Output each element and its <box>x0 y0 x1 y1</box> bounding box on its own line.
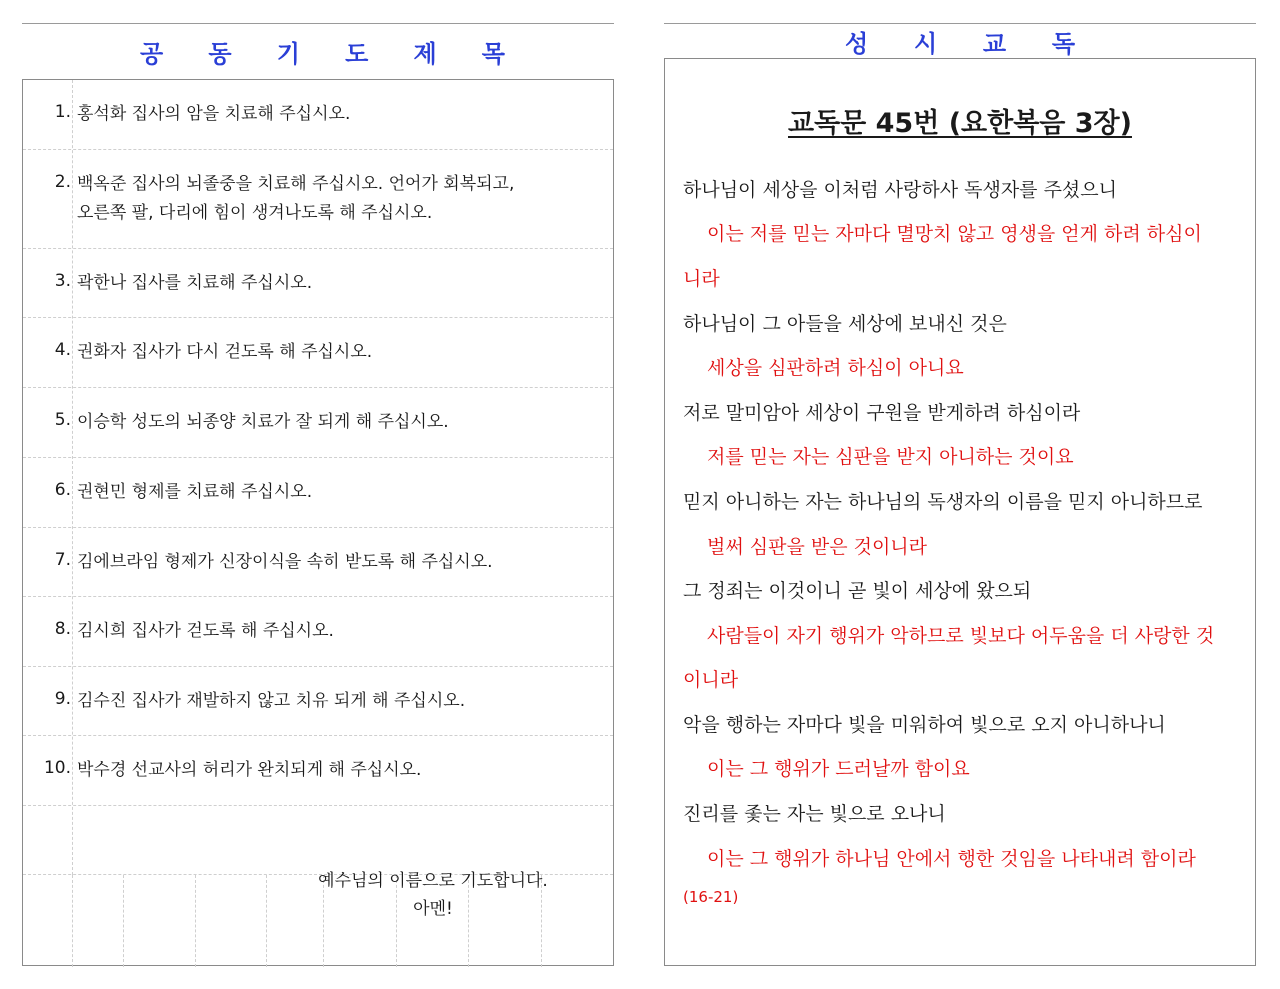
leader-line: 믿지 아니하는 자는 하나님의 독생자의 이름을 믿지 아니하므로 <box>683 491 1203 513</box>
prayer-item-number: 10. <box>43 758 71 778</box>
prayer-title-char: 제 <box>413 40 437 68</box>
closing-line: 예수님의 이름으로 기도합니다. <box>318 871 548 891</box>
closing-prayer <box>248 867 618 923</box>
response-line: 벌써 심판을 받은 것이니라 <box>707 536 928 558</box>
response-line: 이는 저를 믿는 자마다 멸망치 않고 영생을 얻게 하려 하심이 <box>707 223 1202 245</box>
prayer-item-text: 권화자 집사가 다시 걷도록 해 주십시오. <box>77 342 373 362</box>
prayer-item <box>23 736 613 806</box>
prayer-title-char: 공 <box>140 40 164 68</box>
prayer-title-char: 도 <box>345 40 369 68</box>
grid-divider <box>195 875 196 967</box>
prayer-item-text-continued: 오른쪽 팔, 다리에 힘이 생겨나도록 해 주십시오. <box>77 203 433 223</box>
prayer-item-number: 8. <box>54 619 71 639</box>
prayer-title-char: 동 <box>208 40 232 68</box>
prayer-title-char: 기 <box>276 40 300 68</box>
verse-reference: (16-21) <box>683 888 739 906</box>
grid-divider <box>123 875 124 967</box>
prayer-item <box>23 528 613 597</box>
left-top-rule <box>22 23 614 24</box>
prayer-item <box>23 249 613 318</box>
response-line: 세상을 심판하려 하심이 아니요 <box>707 357 964 379</box>
prayer-item <box>23 150 613 249</box>
prayer-item-number: 5. <box>54 410 71 430</box>
leader-line: 악을 행하는 자마다 빛을 미워하여 빛으로 오지 아니하나니 <box>683 714 1166 736</box>
prayer-item <box>23 80 613 150</box>
response-line: 저를 믿는 자는 심판을 받지 아니하는 것이요 <box>707 446 1074 468</box>
prayer-item-text: 박수경 선교사의 허리가 완치되게 해 주십시오. <box>77 760 422 780</box>
prayer-section-title <box>140 34 505 69</box>
leader-line: 저로 말미암아 세상이 구원을 받게하려 하심이라 <box>683 402 1081 424</box>
leader-line: 진리를 좇는 자는 빛으로 오나니 <box>683 803 946 825</box>
prayer-item <box>23 318 613 388</box>
prayer-item-number: 2. <box>54 172 71 192</box>
prayer-item-text: 권현민 형제를 치료해 주십시오. <box>77 482 313 502</box>
prayer-item-text: 김시희 집사가 걷도록 해 주십시오. <box>77 621 334 641</box>
prayer-item-number: 9. <box>54 689 71 709</box>
response-line: 사람들이 자기 행위가 악하므로 빛보다 어두움을 더 사랑한 것 <box>707 625 1215 647</box>
reading-heading: 교독문 45번 (요한복음 3장) <box>788 108 1132 139</box>
reading-box <box>664 58 1256 966</box>
prayer-item <box>23 458 613 528</box>
prayer-item <box>23 597 613 667</box>
grid-divider <box>72 875 73 967</box>
leader-line: 그 정죄는 이것이니 곧 빛이 세상에 왔으되 <box>683 580 1032 602</box>
prayer-item-text: 김에브라임 형제가 신장이식을 속히 받도록 해 주십시오. <box>77 552 493 572</box>
reading-section-title <box>845 24 1075 59</box>
amen-line: 아멘! <box>413 899 453 919</box>
prayer-item-text: 이승학 성도의 뇌종양 치료가 잘 되게 해 주십시오. <box>77 412 449 432</box>
prayer-item <box>23 388 613 458</box>
prayer-table <box>22 79 614 966</box>
reading-title-char: 성 <box>845 30 869 58</box>
prayer-item-number: 3. <box>54 271 71 291</box>
prayer-item-number: 4. <box>54 340 71 360</box>
leader-line: 하나님이 세상을 이처럼 사랑하사 독생자를 주셨으니 <box>683 179 1117 201</box>
prayer-item-number: 6. <box>54 480 71 500</box>
prayer-title-char: 목 <box>481 40 505 68</box>
response-line: 이니라 <box>683 669 739 691</box>
prayer-empty-row <box>23 806 613 875</box>
prayer-item <box>23 667 613 736</box>
reading-title-char: 교 <box>982 30 1007 58</box>
prayer-item-number: 1. <box>54 102 71 122</box>
response-line: 니라 <box>683 268 720 290</box>
response-line: 이는 그 행위가 드러날까 함이요 <box>707 758 970 780</box>
reading-title-char: 독 <box>1051 30 1075 58</box>
prayer-item-text: 곽한나 집사를 치료해 주십시오. <box>77 273 313 293</box>
prayer-item-text: 백옥준 집사의 뇌졸중을 치료해 주십시오. 언어가 회복되고, <box>77 174 515 194</box>
response-line: 이는 그 행위가 하나님 안에서 행한 것임을 나타내려 함이라 <box>707 848 1196 870</box>
reading-title-char: 시 <box>913 30 938 58</box>
prayer-item-text: 김수진 집사가 재발하지 않고 치유 되게 해 주십시오. <box>77 691 466 711</box>
prayer-item-text: 홍석화 집사의 암을 치료해 주십시오. <box>77 104 351 124</box>
leader-line: 하나님이 그 아들을 세상에 보내신 것은 <box>683 313 1007 335</box>
prayer-item-number: 7. <box>54 550 71 570</box>
